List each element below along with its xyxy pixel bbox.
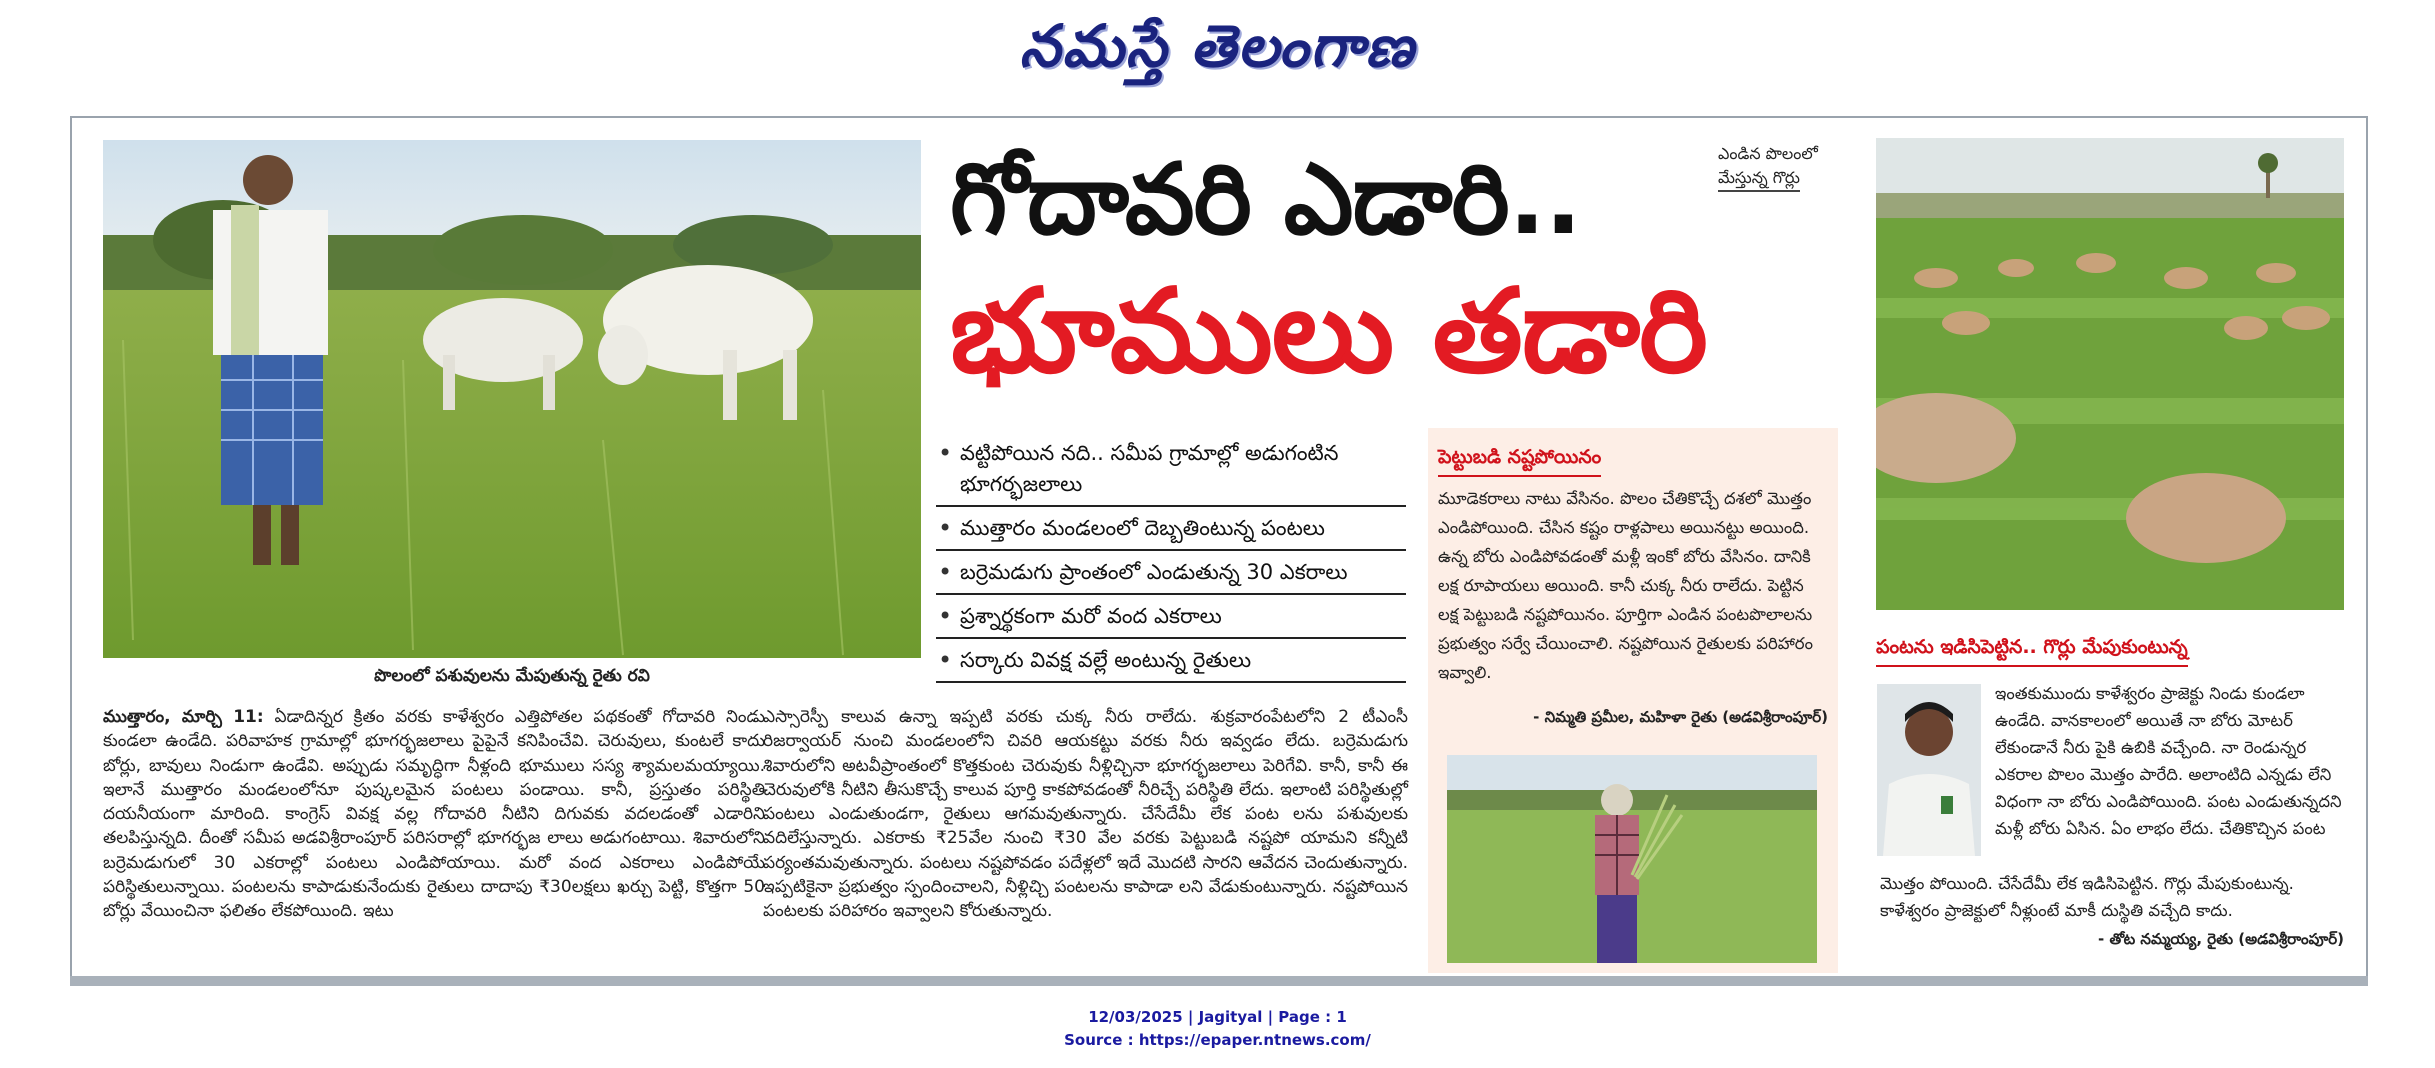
farmer-with-cows-photo — [103, 140, 921, 658]
frame-bottom-bar — [70, 976, 2368, 986]
highlight-item: • బర్రెమడుగు ప్రాంతంలో ఎండుతున్న 30 ఎకరాలు — [936, 557, 1406, 595]
highlight-item: • ప్రశ్నార్థకంగా మరో వంద ఎకరాలు — [936, 601, 1406, 639]
headline-line2: భూములు తడారి — [950, 264, 1707, 399]
photo-caption: పొలంలో పశువులను మేపుతున్న రైతు రవి — [374, 666, 650, 686]
farmer-portrait-photo — [1877, 684, 1981, 856]
right-quote-body-cont: మొత్తం పోయింది. చేసేదేమీ లేక ఇడిసిపెట్టిన. గొర్లు మేపుకుంటున్న. కాళేశ్వరం ప్రాజెక్టులో నీళ్లుంటే మాకీ దుస్థితి వచ్చేది కాదు. — [1880, 874, 2294, 920]
right-quote-attribution: - తోట నమ్మయ్య, రైతు (అడవిశ్రీరాంపూర్) — [2098, 930, 2344, 948]
woman-farmer-photo — [1447, 755, 1817, 963]
edition-info: 12/03/2025 | Jagityal | Page : 1 — [1088, 1008, 1347, 1026]
headline-line1: గోదావరి ఎడారి.. — [950, 143, 1582, 257]
highlight-item: • వట్టిపోయిన నది.. సమీప గ్రామాల్లో అడుగంటిన భూగర్భజలాలు — [936, 438, 1406, 507]
sheep-photo-label — [1718, 142, 1818, 192]
photo-label-line2: మేస్తున్న గొర్లు — [1718, 166, 1800, 192]
highlight-item: • సర్కారు వివక్ష వల్లే అంటున్న రైతులు — [936, 645, 1406, 683]
highlight-item: • ముత్తారం మండలంలో దెబ్బతింటున్న పంటలు — [936, 513, 1406, 551]
quote-box-body: మూడెకరాలు నాటు వేసినం. పొలం చేతికొచ్చే దశలో మొత్తం ఎండిపోయింది. చేసిన కష్టం రాళ్లపాలు అయినట్టు అయింది. ఉన్న బోరు ఎండిపోవడంతో మళ్లీ ఇంకో బోరు వేసినం. దానికి లక్ష రూపాయలు అయింది. కానీ చుక్క నీరు రాలేదు. పెట్టిన లక్ష పెట్టుబడి నష్టపోయినం. పూర్తిగా ఎండిన పంటపొలాలను ప్రభుత్వం సర్వే చేయించాలి. నష్టపోయిన రైతులకు పరిహారం ఇవ్వాలి. — [1438, 489, 1813, 682]
right-quote-title: పంటను ఇడిసిపెట్టిన.. గొర్లు మేపుకుంటున్న — [1876, 636, 2188, 667]
right-quote-body: ఇంతకుముందు కాళేశ్వరం ప్రాజెక్టు నిండు కుండలా ఉండేది. వానకాలంలో అయితే నా బోరు మోటర్ లేకుండానే నీరు పైకి ఉబికి వచ్చేంది. నా రెండున్నర ఎకరాల పొలం మొత్తం పారేది. అలాంటిది ఎన్నడు లేని విధంగా నా బోరు ఎండిపోయింది. పంట ఎండుతున్నదని మళ్లీ బోరు ఏసిన. ఏం లాభం లేదు. చేతికొచ్చిన పంట — [1995, 684, 2342, 838]
article-column-1 — [103, 705, 765, 924]
newspaper-logo: నమస్తే తెలంగాణ — [1019, 12, 1416, 80]
sheep-grazing-photo — [1876, 138, 2344, 610]
page-footer — [0, 1006, 2435, 1052]
quote-box-attribution: - నిమ్మతి ప్రమీల, మహిళా రైతు (అడవిశ్రీరాంపూర్) — [1533, 708, 1828, 726]
masthead — [0, 6, 2435, 96]
quote-box-title: పెట్టుబడి నష్టపోయినం — [1438, 446, 1601, 477]
highlights-list — [936, 438, 1406, 689]
source-link[interactable]: Source : https://epaper.ntnews.com/ — [1064, 1031, 1371, 1049]
article-column-2: ఎస్సారెస్పీ కాలువ ఉన్నా ఇప్పటి వరకు చుక్క నీరు రాలేదు. శుక్రవారంపేటలోని 2 టీఎంసీ రిజర్వాయర్ నుంచి మండలంలోని చివరి ఆయకట్టు వరకు నీరు ఇవ్వడం లేదు. బర్రెమడుగు శివారులోని అటవీప్రాంతంలో కొత్తకుంట చెరువుకు నీళ్లిచ్చినా భూగర్భజలాలు పెరిగేవి. కానీ, కానీ ఈ చెరువులోకి నీటిని తీసుకొచ్చే కాలువ పూర్తి కాకపోవడంతో నీరిచ్చే పరిస్థితి లేదు. ఇలాంటి పరిస్థితుల్లో పంటలు ఎండుతుండగా, రైతులు ఆగమవుతున్నారు. చేసేదేమీ లేక పంట లను పశువులకు వదిలేస్తున్నారు. ఎకరాకు ₹25వేల నుంచి ₹30 వేల వరకు పెట్టుబడి నష్టపో యామని కన్నీటి పర్యంతమవుతున్నారు. పంటలు నష్టపోవడం పదేళ్లలో ఇదే మొదటి సారని ఆవేదన చెందుతున్నారు. ఇప్పటికైనా ప్రభుత్వం స్పందించాలని, నీళ్లిచ్చి పంటలను కాపాడా లని వేడుకుంటున్నారు. నష్టపోయిన పంటలకు పరిహారం ఇవ్వాలని కోరుతున్నారు. — [763, 707, 1408, 922]
article-column-1-text: ఏడాదిన్నర క్రితం వరకు కాళేశ్వరం ఎత్తిపోతల పథకంతో గోదావరి నిండు కుండలా ఉండేది. పరివాహక గ్రామాల్లో భూగర్భజలాలు పైపైనే కనిపించేవి. చెరువులు, కుంటలే కాదు బోర్లు, బావులు నిండుగా ఉండేవి. అప్పుడు సమృద్ధిగా నీళ్లంది భూములు సస్య శ్యామలమయ్యాయి. ఇలానే ముత్తారం మండలంలోనూ పుష్కలమైన పంటలు పండాయి. కానీ, ప్రస్తుతం పరిస్థితి దయనీయంగా మారింది. కాంగ్రెస్ వివక్ష వల్ల గోదావరి నీటిని దిగువకు వదలడంతో ఎడారిని తలపిస్తున్నది. దీంతో సమీప అడవిశ్రీరాంపూర్ పరిసరాల్లో భూగర్భజ లాలు అడుగంటాయి. శివారులోని బర్రెమడుగులో 30 ఎకరాల్లో పంటలు ఎండిపోయాయి. మరో వంద ఎకరాలు ఎండిపోయే పరిస్థితులున్నాయి. పంటలను కాపాడుకునేందుకు రైతులు దాదాపు ₹30లక్షలు ఖర్చు పెట్టి, కొత్తగా 50 బోర్లు వేయించినా ఫలితం లేకపోయింది. ఇటు — [103, 707, 765, 922]
article-dateline: ముత్తారం, మార్చి 11: — [103, 707, 264, 727]
photo-label-line1: ఎండిన పొలంలో — [1718, 144, 1818, 163]
